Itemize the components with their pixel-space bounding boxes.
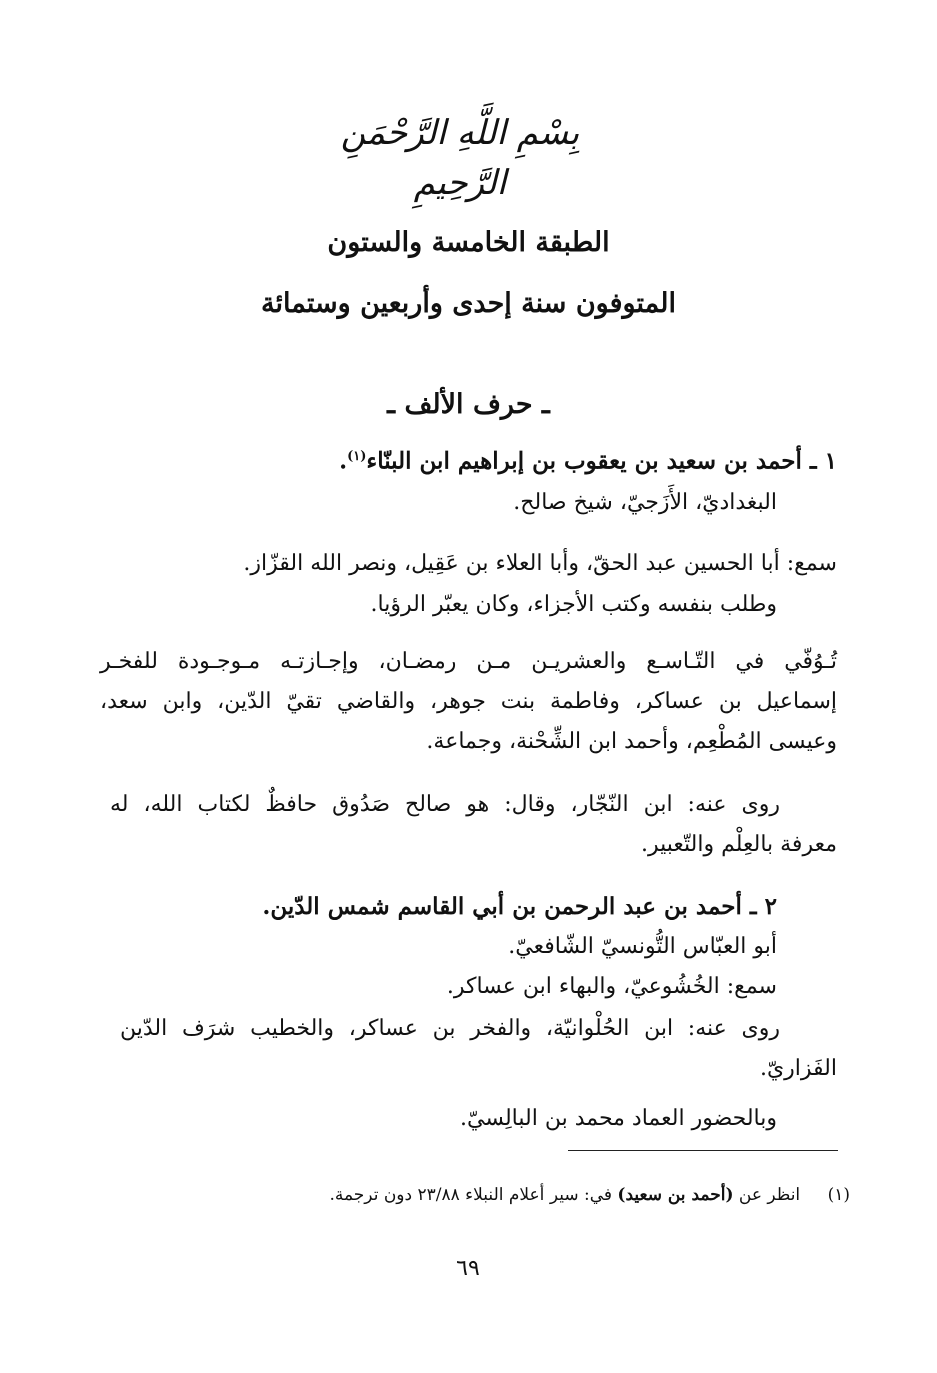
entry-1-line: سمع: أبا الحسين عبد الحقّ، وأبا العلاء بن عَقِيل، ونصر الله القزّاز. (243, 551, 837, 576)
footnote-number: (١) (827, 1185, 850, 1205)
entry-2-line: وبالحضور العماد محمد بن البالِسيّ. (460, 1106, 777, 1131)
entry-2-line: أبو العبّاس التُّونسيّ الشّافعيّ. (508, 934, 777, 959)
entry-1-line: وعيسى المُطْعِم، وأحمد ابن الشِّحْنة، وجماعة. (426, 729, 837, 754)
entry-1-line: وطلب بنفسه وكتب الأجزاء، وكان يعبّر الرؤيا. (370, 592, 777, 617)
entry-1-heading-text: ١ ـ أحمد بن سعيد بن يعقوب بن إبراهيم ابن البنّاء (366, 447, 837, 475)
entry-1-line: البغداديّ، الأَزَجيّ، شيخ صالح. (513, 490, 777, 515)
entry-1-line: إسماعيل بن عساكر، وفاطمة بنت جوهر، والقاضي تقيّ الدّين، وابن سعد، (100, 689, 837, 714)
entry-1-line: معرفة بالعِلْم والتّعبير. (640, 832, 837, 857)
footnote-name: (أحمد بن سعيد) (617, 1185, 734, 1205)
entry-2-line: روى عنه: ابن الحُلْوانيّة، والفخر بن عساكر، والخطيب شرَف الدّين (120, 1016, 780, 1041)
page-number: ٦٩ (456, 1256, 480, 1281)
chapter-title: الطبقة الخامسة والستون (327, 227, 610, 258)
basmala-calligraphy: بِسْمِ اللَّهِ الرَّحْمَنِ الرَّحِيمِ (340, 113, 580, 203)
entry-1-line: تُـوُفّي في التّـاسـع والعشريـن مـن رمضـان، وإجـازتـه مـوجـودة للفخـر (100, 649, 837, 674)
section-heading: ـ حرف الألف ـ (387, 389, 550, 420)
entry-1-heading (339, 438, 837, 481)
footnote-suffix: في: سير أعلام النبلاء ٢٣/٨٨ دون ترجمة. (329, 1185, 612, 1205)
entry-2-line: الفَزاريّ. (759, 1056, 837, 1081)
footnote-prefix: انظر عن (738, 1185, 801, 1205)
entry-1-heading-end: . (339, 447, 348, 475)
footnote-divider (568, 1150, 838, 1151)
entry-2-heading: ٢ ـ أحمد بن عبد الرحمن بن أبي القاسم شمس الدّين. (262, 893, 777, 920)
chapter-subtitle: المتوفون سنة إحدى وأربعين وستمائة (261, 288, 676, 319)
entry-1-line: روى عنه: ابن النّجّار، وقال: هو صالح صَدُوق حافظٌ لكتاب الله، له (110, 792, 780, 817)
footnote (270, 1180, 850, 1210)
footnote-marker: (١) (347, 449, 367, 464)
entry-2-line: سمع: الخُشُوعيّ، والبهاء ابن عساكر. (446, 974, 777, 999)
